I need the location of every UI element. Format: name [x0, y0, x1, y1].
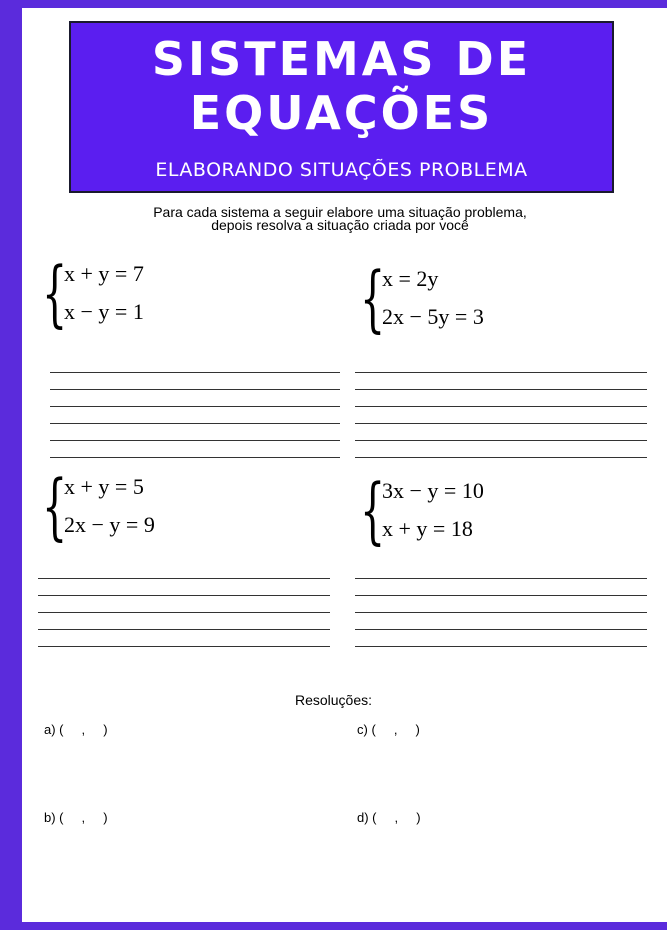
- system-2-eq-2: 2x − 5y = 3: [382, 304, 484, 329]
- system-4: [360, 468, 484, 552]
- system-2: [360, 256, 484, 340]
- subtitle: ELABORANDO SITUAÇÕES PROBLEMA: [155, 159, 528, 181]
- system-3: [42, 464, 155, 548]
- answer-d[interactable]: d) ( , ): [357, 810, 421, 825]
- system-4-eq-1: 3x − y = 10: [382, 478, 484, 503]
- resolutions-title: Resoluções:: [294, 692, 373, 708]
- answer-lines-4[interactable]: [355, 578, 647, 663]
- brace-icon: {: [42, 464, 68, 548]
- system-2-eq-1: x = 2y: [382, 266, 439, 291]
- system-3-eq-2: 2x − y = 9: [64, 512, 155, 537]
- answer-a[interactable]: a) ( , ): [44, 722, 108, 737]
- answer-lines-2[interactable]: [355, 372, 647, 474]
- system-1-eq-2: x − y = 1: [64, 299, 144, 324]
- answer-c[interactable]: c) ( , ): [357, 722, 420, 737]
- brace-icon: {: [360, 256, 386, 340]
- system-4-eq-2: x + y = 18: [382, 516, 473, 541]
- system-1: [42, 251, 144, 335]
- brace-icon: {: [360, 468, 386, 552]
- brace-icon: {: [42, 251, 68, 335]
- answer-lines-3[interactable]: [38, 578, 330, 663]
- system-1-eq-1: x + y = 7: [64, 261, 144, 286]
- system-3-eq-1: x + y = 5: [64, 474, 144, 499]
- title-line-2: EQUAÇÕES: [189, 86, 494, 140]
- answer-lines-1[interactable]: [50, 372, 340, 474]
- instruction-line-1: Para cada sistema a seguir elabore uma situação problema,: [153, 204, 527, 220]
- instruction-line-2: depois resolva a situação criada por você: [211, 217, 469, 233]
- answer-b[interactable]: b) ( , ): [44, 810, 108, 825]
- title-line-1: SISTEMAS DE: [151, 32, 532, 86]
- title-banner: [69, 21, 614, 193]
